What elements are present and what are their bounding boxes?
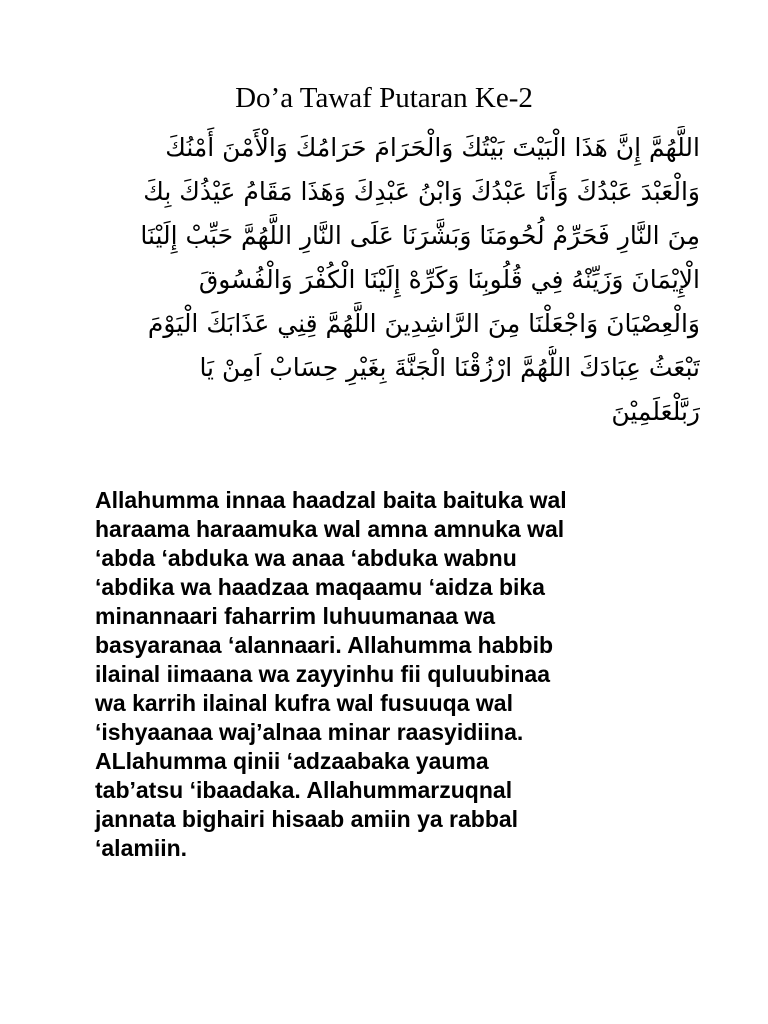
transliteration-line: ‘abdika wa haadzaa maqaamu ‘aidza bika [95,574,545,600]
transliteration-line: ‘ishyaanaa waj’alnaa minar raasyidiina. [95,719,524,745]
page-title: Do’a Tawaf Putaran Ke-2 [235,82,533,114]
arabic-line: وَالْعِصْيَانَ وَاجْعَلْنَا مِنَ الرَّاشِدِينَ اللَّهُمَّ قِنِي عَذَابَكَ الْيَوْمَ [147,309,700,338]
transliteration-line: jannata bighairi hisaab amiin ya rabbal [95,806,519,832]
transliteration-line: Allahumma innaa haadzal baita baituka wal [95,487,567,513]
transliteration-line: tab’atsu ‘ibaadaka. Allahummarzuqnal [95,777,513,803]
transliteration-text [95,486,695,863]
transliteration-line: haraama haraamuka wal amna amnuka wal [95,516,565,542]
transliteration-line: ‘alamiin. [95,835,188,861]
transliteration-line: basyaranaa ‘alannaari. Allahumma habbib [95,632,554,658]
transliteration-line: wa karrih ilainal kufra wal fusuuqa wal [95,690,513,716]
arabic-line: وَالْعَبْدَ عَبْدُكَ وَأَنَا عَبْدُكَ وَابْنُ عَبْدِكَ وَهَذَا مَقَامُ عَيْذُكَ بِكَ [143,177,700,206]
arabic-line: تَبْعَثُ عِبَادَكَ اللُّهُمَّ ارْزُقْنَا الْجَنَّةَ بِغَيْرِ حِسَابْ اَمِنْ يَا [199,353,700,382]
arabic-line: مِنَ النَّارِ فَحَرِّمْ لُحُومَنَا وَبَشَّرَنَا عَلَى النَّارِ اللَّهُمَّ حَبِّبْ إِلَيْنَا [140,221,700,250]
arabic-line: رَبَّلْعَلَمِيْنَ [611,397,700,426]
transliteration-line: minannaari faharrim luhuumanaa wa [95,603,496,629]
arabic-prayer-text [88,126,700,434]
transliteration-line: ‘abda ‘abduka wa anaa ‘abduka wabnu [95,545,517,571]
arabic-line: اللَّهُمَّ إِنَّ هَذَا الْبَيْتَ بَيْتُكَ وَالْحَرَامَ حَرَامُكَ وَالْأَمْنَ أَمْنُكَ [165,133,700,162]
transliteration-line: ilainal iimaana wa zayyinhu fii quluubinaa [95,661,550,687]
transliteration-line: ALlahumma qinii ‘adzaabaka yauma [95,748,489,774]
arabic-line: الْإِيْمَانَ وَزَيِّنْهُ فِي قُلُوبِنَا وَكَرِّهْ إِلَيْنَا الْكُفْرَ وَالْفُسُوقَ [198,265,700,294]
